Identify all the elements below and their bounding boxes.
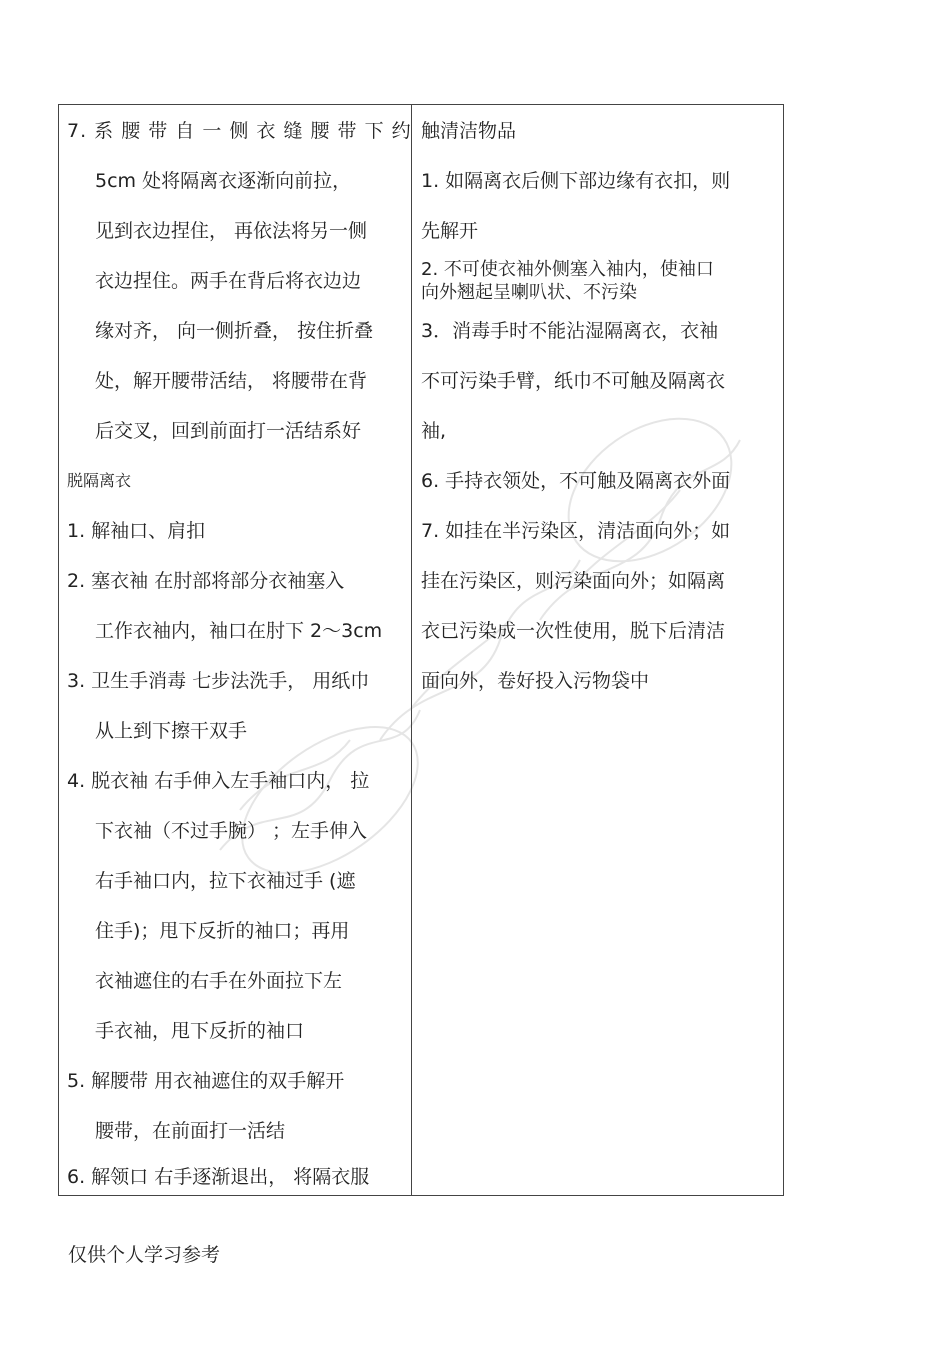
left-line-1: 7. 系 腰 带 自 一 侧 衣 缝 腰 带 下 约 [67, 120, 412, 142]
left-line-13: 从上到下擦干双手 [95, 720, 248, 742]
left-line-17: 住手)；甩下反折的袖口；再用 [95, 920, 350, 942]
right-line-13: 面向外，卷好投入污物袋中 [421, 670, 650, 692]
left-line-21: 腰带，在前面打一活结 [95, 1120, 286, 1142]
left-line-9: 1. 解袖口、肩扣 [67, 520, 206, 542]
left-line-22: 6. 解领口 右手逐渐退出， 将隔衣服 [67, 1166, 370, 1188]
left-line-4: 衣边捏住。两手在背后将衣边边 [95, 270, 362, 292]
right-line-6: 3．消毒手时不能沾湿隔离衣，衣袖 [421, 320, 719, 342]
content-table [58, 104, 784, 1196]
left-line-7: 后交叉，回到前面打一活结系好 [95, 420, 362, 442]
left-line-3: 见到衣边捏住， 再依法将另一侧 [95, 220, 368, 242]
right-line-1: 触清洁物品 [421, 120, 517, 142]
right-line-12: 衣已污染成一次性使用，脱下后清洁 [421, 620, 726, 642]
left-line-2: 5cm 处将隔离衣逐渐向前拉， [95, 170, 352, 192]
left-line-14: 4. 脱衣袖 右手伸入左手袖口内， 拉 [67, 770, 370, 792]
right-line-4: 2. 不可使衣袖外侧塞入袖内，使袖口 [421, 259, 714, 280]
right-line-2: 1. 如隔离衣后侧下部边缘有衣扣，则 [421, 170, 731, 192]
footer-note: 仅供个人学习参考 [68, 1244, 221, 1266]
left-line-20: 5. 解腰带 用衣袖遮住的双手解开 [67, 1070, 345, 1092]
left-line-18: 衣袖遮住的右手在外面拉下左 [95, 970, 343, 992]
right-line-8: 袖, [421, 420, 447, 442]
right-line-7: 不可污染手臂，纸巾不可触及隔离衣 [421, 370, 726, 392]
left-line-6: 处，解开腰带活结， 将腰带在背 [95, 370, 368, 392]
left-line-10: 2. 塞衣袖 在肘部将部分衣袖塞入 [67, 570, 345, 592]
column-divider [411, 105, 412, 1195]
right-line-10: 7. 如挂在半污染区，清洁面向外；如 [421, 520, 731, 542]
left-line-15: 下衣袖（不过手腕） ；左手伸入 [95, 820, 368, 842]
left-line-5: 缘对齐， 向一侧折叠， 按住折叠 [95, 320, 374, 342]
right-line-5: 向外翘起呈喇叭状、不污染 [421, 282, 637, 303]
left-line-11: 工作衣袖内，袖口在肘下 2～3cm [95, 620, 383, 642]
right-line-11: 挂在污染区，则污染面向外；如隔离 [421, 570, 726, 592]
left-line-12: 3. 卫生手消毒 七步法洗手， 用纸巾 [67, 670, 370, 692]
right-line-9: 6. 手持衣领处，不可触及隔离衣外面 [421, 470, 731, 492]
section-heading-remove-gown: 脱隔离衣 [67, 471, 132, 490]
left-line-16: 右手袖口内，拉下衣袖过手 (遮 [95, 870, 356, 892]
right-line-3: 先解开 [421, 220, 479, 242]
left-line-19: 手衣袖，甩下反折的袖口 [95, 1020, 305, 1042]
